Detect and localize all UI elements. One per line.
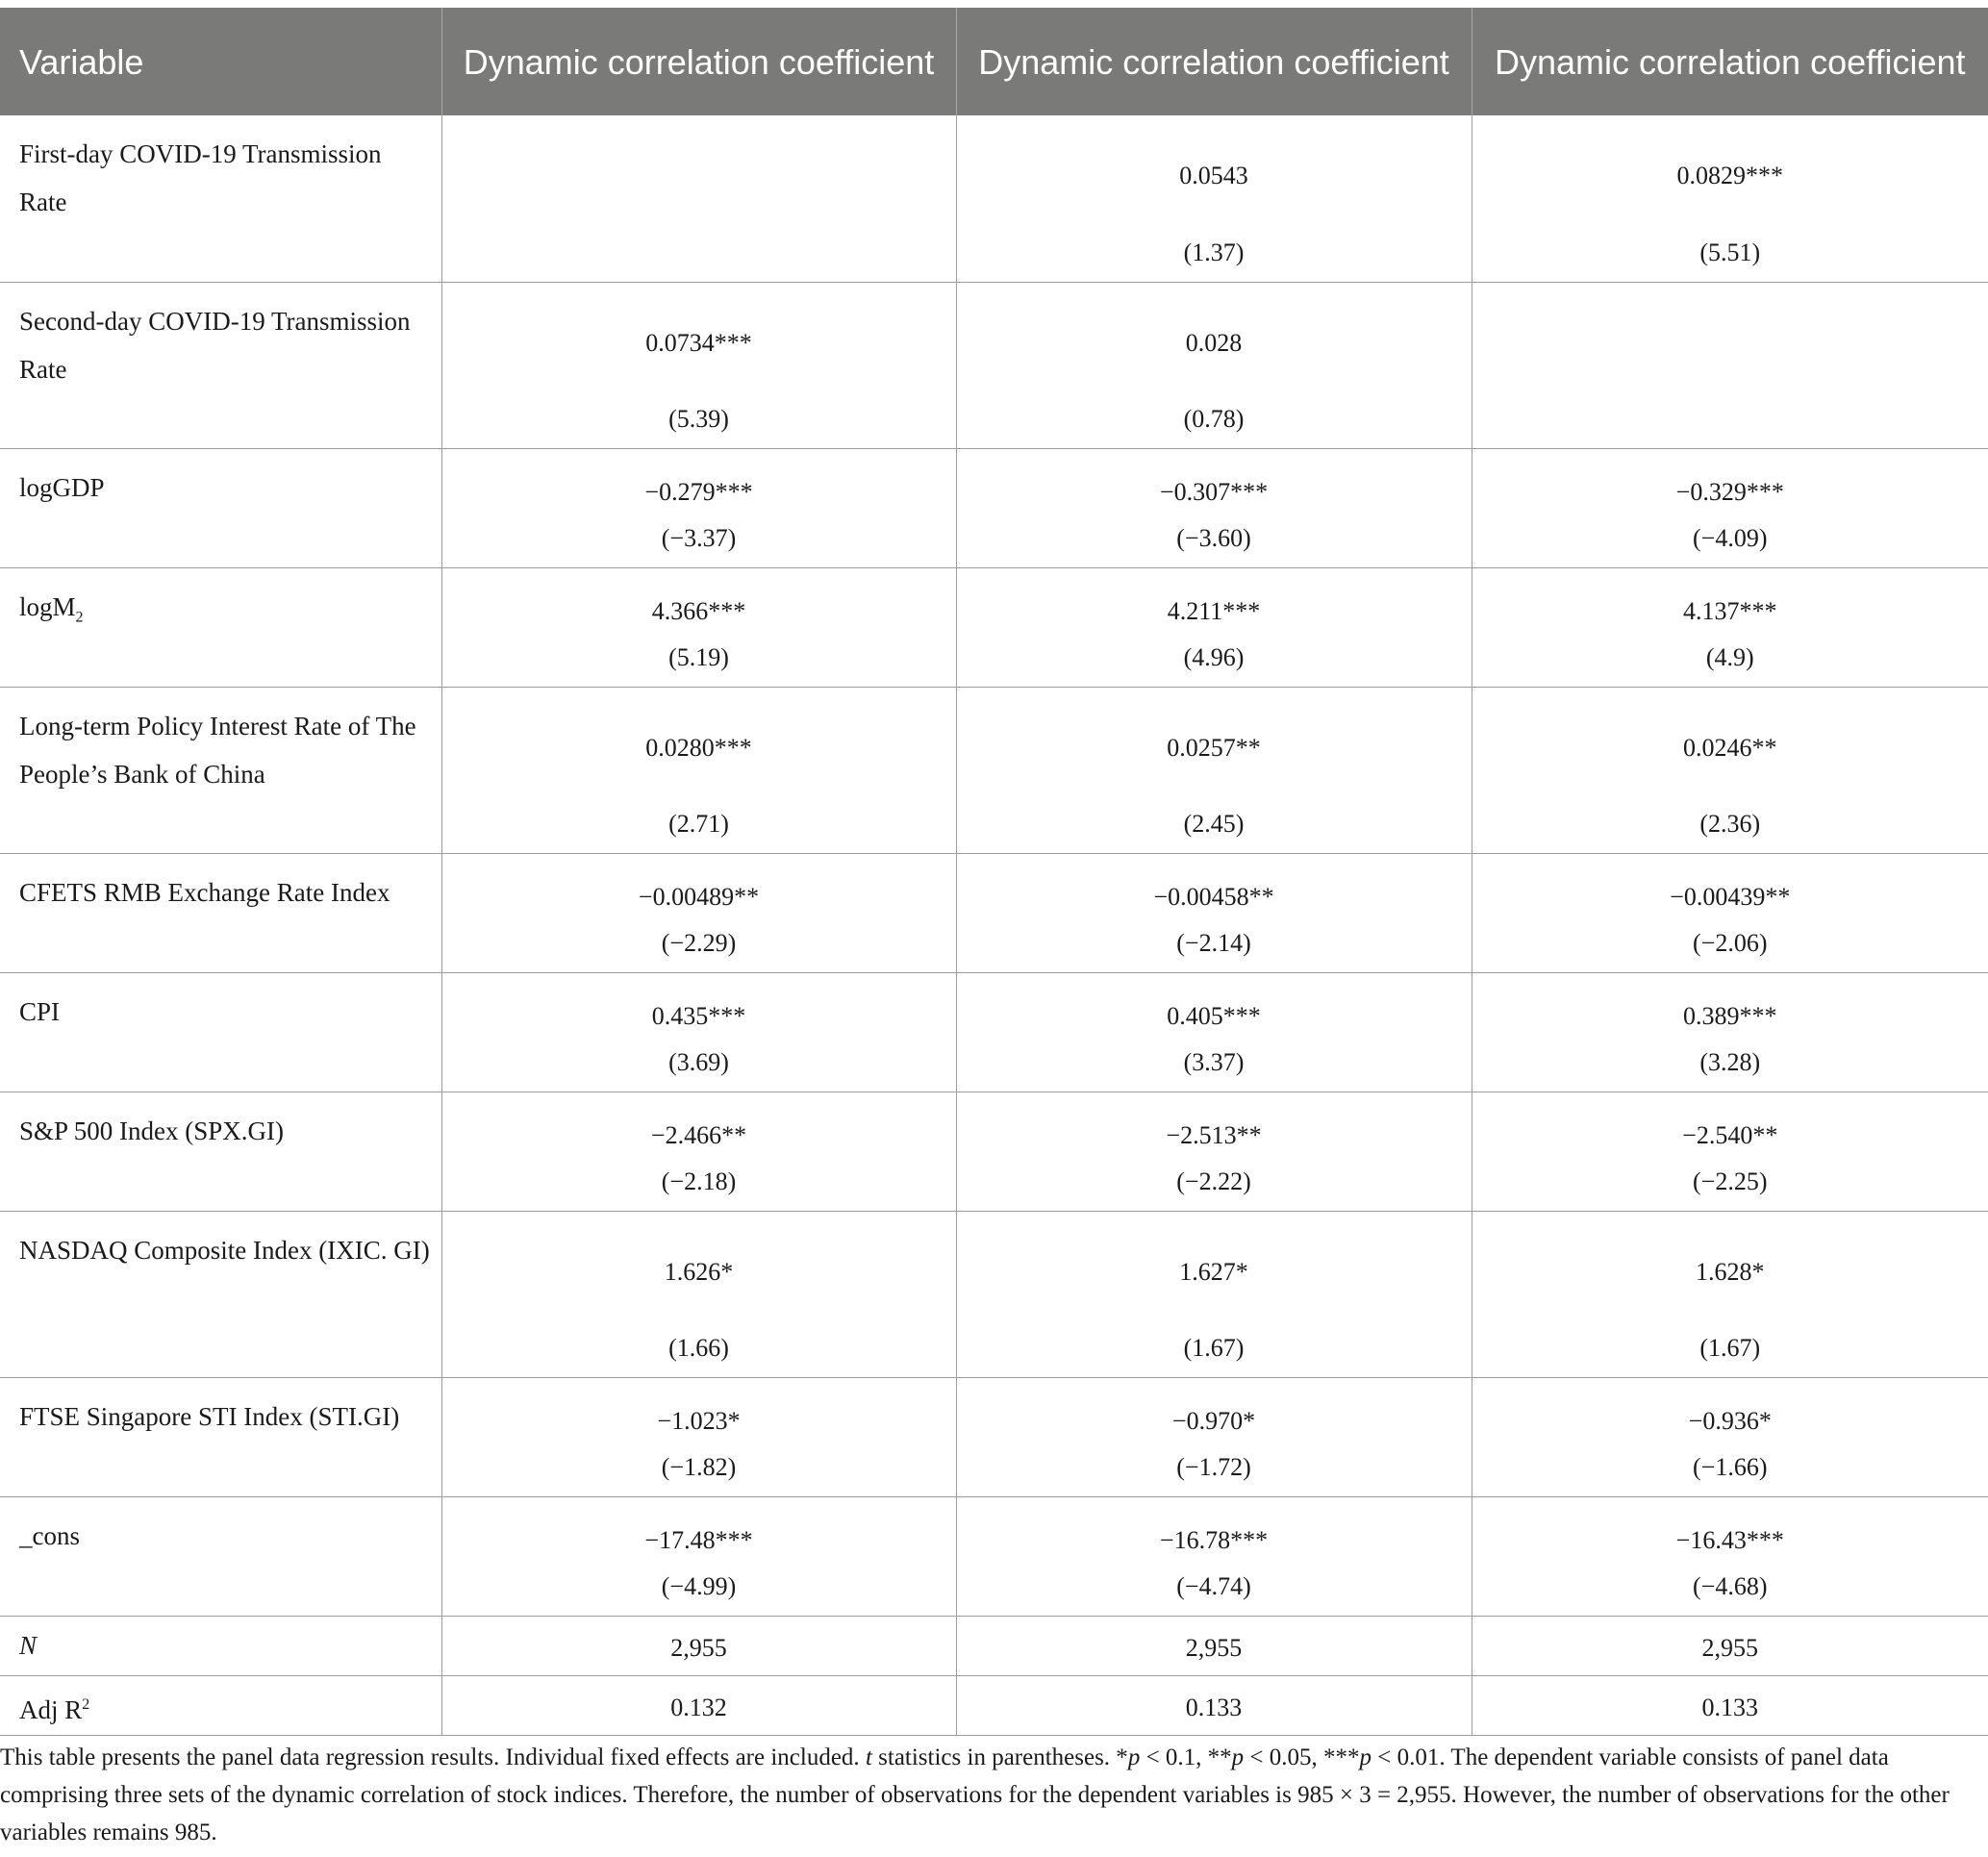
cell-model-3 <box>1472 972 1988 1092</box>
coefficient: 0.0829*** <box>1676 162 1783 189</box>
t-statistic: (5.39) <box>668 404 729 433</box>
cell-model-3 <box>1472 1675 1988 1735</box>
footnote-italic: p <box>1231 1744 1245 1770</box>
variable-label: S&P 500 Index (SPX.GI) <box>0 1092 441 1211</box>
coefficient: 0.028 <box>1185 328 1243 357</box>
variable-label: CPI <box>0 972 441 1092</box>
t-statistic: (−4.68) <box>1693 1571 1768 1600</box>
cell-model-2 <box>956 687 1472 853</box>
coefficient: −2.513** <box>1166 1120 1262 1149</box>
coefficient: −0.970* <box>1171 1406 1256 1435</box>
variable-label <box>0 567 441 687</box>
footnote-italic: p <box>1127 1744 1141 1770</box>
t-statistic: (2.45) <box>1183 809 1245 838</box>
coefficient: 4.366*** <box>651 596 746 625</box>
variable-label-superscript: 2 <box>82 1695 90 1713</box>
cell-model-2 <box>956 448 1472 567</box>
t-statistic: (1.66) <box>668 1333 729 1362</box>
coefficient: 0.0257** <box>1167 733 1261 762</box>
cell-model-2 <box>956 1377 1472 1496</box>
variable-label: CFETS RMB Exchange Rate Index <box>0 853 441 972</box>
t-statistic: (−2.18) <box>661 1167 737 1195</box>
adj-r-squared: 0.133 <box>1701 1693 1758 1721</box>
variable-label <box>0 1616 441 1675</box>
t-statistic: (−1.82) <box>661 1452 737 1481</box>
cell-model-1 <box>441 1377 956 1496</box>
cell-model-3 <box>1472 853 1988 972</box>
footnote-italic: p <box>1359 1744 1372 1770</box>
variable-label-italic: N <box>19 1630 38 1660</box>
cell-model-3 <box>1472 1616 1988 1675</box>
cell-model-2 <box>956 282 1472 448</box>
table-row <box>0 687 1988 853</box>
cell-model-1 <box>441 972 956 1092</box>
header-model-3: Dynamic correlation coefficient <box>1472 8 1988 115</box>
table-row <box>0 1377 1988 1496</box>
cell-model-2 <box>956 853 1472 972</box>
cell-model-2 <box>956 567 1472 687</box>
coefficient: −1.023* <box>657 1406 741 1435</box>
cell-model-3 <box>1472 115 1988 282</box>
coefficient: 0.0734*** <box>645 328 752 357</box>
t-statistic: (0.78) <box>1183 404 1245 433</box>
variable-label-text: logM <box>19 591 76 621</box>
t-statistic: (−1.66) <box>1693 1452 1768 1481</box>
regression-table <box>0 8 1988 1736</box>
t-statistic: (3.37) <box>1183 1047 1245 1076</box>
table-row <box>0 972 1988 1092</box>
t-statistic: (2.71) <box>668 809 729 838</box>
coefficient: −16.78*** <box>1159 1525 1269 1554</box>
cell-model-3 <box>1472 1092 1988 1211</box>
cell-model-1 <box>441 1675 956 1735</box>
coefficient: −2.466** <box>650 1120 747 1149</box>
variable-label: Second-day COVID-19 Transmission Rate <box>0 282 441 448</box>
variable-label: _cons <box>0 1496 441 1616</box>
variable-label: First-day COVID-19 Transmission Rate <box>0 115 441 282</box>
t-statistic: (−2.14) <box>1176 928 1251 957</box>
variable-label: FTSE Singapore STI Index (STI.GI) <box>0 1377 441 1496</box>
cell-model-1 <box>441 1211 956 1377</box>
cell-model-1 <box>441 448 956 567</box>
cell-model-1 <box>441 853 956 972</box>
coefficient: −0.00489** <box>638 882 760 911</box>
t-statistic: (−2.06) <box>1693 928 1768 957</box>
header-model-1: Dynamic correlation coefficient <box>441 8 956 115</box>
cell-model-1 <box>441 115 956 282</box>
footnote-text: < 0.01. The dependent variable consists of panel data comprising three sets of the dynamic correlation of stock indices. Therefore, the number of observations for the dependent variables is 985 × 3 = 2,955. However, the number of observations for the other variables remains 985. <box>0 1744 1950 1845</box>
coefficient: −16.43*** <box>1675 1525 1784 1554</box>
adj-r-squared: 0.133 <box>1185 1693 1243 1721</box>
table-row <box>0 567 1988 687</box>
cell-model-2 <box>956 115 1472 282</box>
coefficient: −0.279*** <box>644 477 753 506</box>
t-statistic: (4.96) <box>1183 642 1245 671</box>
footnote-text: This table presents the panel data regression results. Individual fixed effects are included. <box>0 1744 866 1770</box>
cell-model-3 <box>1472 1496 1988 1616</box>
table-footnote <box>0 1739 1972 1851</box>
cell-model-3 <box>1472 448 1988 567</box>
table-row <box>0 282 1988 448</box>
t-statistic: (1.37) <box>1183 238 1245 266</box>
cell-model-3 <box>1472 1377 1988 1496</box>
variable-label: logGDP <box>0 448 441 567</box>
table-row <box>0 1211 1988 1377</box>
coefficient: 1.627* <box>1179 1257 1248 1286</box>
table-row <box>0 448 1988 567</box>
cell-model-3 <box>1472 567 1988 687</box>
cell-model-3 <box>1472 687 1988 853</box>
t-statistic: (−4.74) <box>1176 1571 1251 1600</box>
coefficient: −2.540** <box>1682 1120 1778 1149</box>
coefficient: −0.307*** <box>1159 477 1269 506</box>
footnote-text: < 0.1, ** <box>1140 1744 1232 1770</box>
cell-model-2 <box>956 1675 1472 1735</box>
t-statistic: (2.36) <box>1699 809 1761 838</box>
t-statistic: (−1.72) <box>1176 1452 1251 1481</box>
table-row <box>0 1496 1988 1616</box>
table-row <box>0 115 1988 282</box>
coefficient: −0.329*** <box>1675 477 1784 506</box>
cell-model-2 <box>956 1496 1472 1616</box>
coefficient: −0.00458** <box>1153 882 1274 911</box>
table-row <box>0 853 1988 972</box>
footnote-italic: t <box>865 1744 872 1770</box>
t-statistic: (−2.22) <box>1176 1167 1251 1195</box>
observations: 2,955 <box>670 1633 727 1662</box>
variable-label <box>0 1675 441 1735</box>
t-statistic: (−3.37) <box>661 523 737 552</box>
t-statistic: (1.67) <box>1699 1333 1761 1362</box>
footnote-text: < 0.05, *** <box>1244 1744 1360 1770</box>
footnote-text: statistics in parentheses. * <box>871 1744 1128 1770</box>
t-statistic: (4.9) <box>1705 642 1754 671</box>
t-statistic: (5.51) <box>1699 238 1761 266</box>
cell-model-2 <box>956 1616 1472 1675</box>
header-model-2: Dynamic correlation coefficient <box>956 8 1472 115</box>
table-row <box>0 1675 1988 1735</box>
coefficient: 0.405*** <box>1167 1001 1261 1030</box>
t-statistic: (3.69) <box>668 1047 729 1076</box>
cell-model-3 <box>1472 1211 1988 1377</box>
coefficient: 0.0246** <box>1683 733 1777 762</box>
cell-model-2 <box>956 1092 1472 1211</box>
coefficient: −0.00439** <box>1670 882 1791 911</box>
t-statistic: (1.67) <box>1183 1333 1245 1362</box>
table-row <box>0 1092 1988 1211</box>
coefficient: 1.628* <box>1696 1257 1765 1286</box>
cell-model-1 <box>441 1092 956 1211</box>
cell-model-3 <box>1472 282 1988 448</box>
variable-label-text: Adj R <box>19 1694 83 1724</box>
observations: 2,955 <box>1185 1633 1243 1662</box>
header-row <box>0 8 1988 115</box>
cell-model-1 <box>441 1616 956 1675</box>
cell-model-1 <box>441 567 956 687</box>
variable-label: Long-term Policy Interest Rate of The People’s Bank of China <box>0 687 441 853</box>
t-statistic: (−2.29) <box>661 928 737 957</box>
cell-model-2 <box>956 972 1472 1092</box>
coefficient: −17.48*** <box>644 1525 753 1554</box>
cell-model-1 <box>441 282 956 448</box>
coefficient: 4.211*** <box>1167 596 1261 625</box>
cell-model-1 <box>441 687 956 853</box>
coefficient: 0.0543 <box>1179 162 1248 189</box>
t-statistic: (−4.99) <box>661 1571 737 1600</box>
t-statistic: (−3.60) <box>1176 523 1251 552</box>
header-variable: Variable <box>0 8 441 115</box>
coefficient: 4.137*** <box>1683 596 1777 625</box>
t-statistic: (−4.09) <box>1693 523 1768 552</box>
t-statistic: (5.19) <box>668 642 729 671</box>
t-statistic: (3.28) <box>1699 1047 1761 1076</box>
variable-label-subscript: 2 <box>75 608 84 625</box>
coefficient: −0.936* <box>1688 1406 1772 1435</box>
observations: 2,955 <box>1701 1633 1758 1662</box>
coefficient: 1.626* <box>664 1257 734 1286</box>
coefficient: 0.0280*** <box>645 733 752 762</box>
coefficient: 0.389*** <box>1683 1001 1777 1030</box>
adj-r-squared: 0.132 <box>670 1693 727 1721</box>
table-row <box>0 1616 1988 1675</box>
cell-model-1 <box>441 1496 956 1616</box>
variable-label: NASDAQ Composite Index (IXIC. GI) <box>0 1211 441 1377</box>
cell-model-2 <box>956 1211 1472 1377</box>
t-statistic: (−2.25) <box>1693 1167 1768 1195</box>
coefficient: 0.435*** <box>651 1001 746 1030</box>
